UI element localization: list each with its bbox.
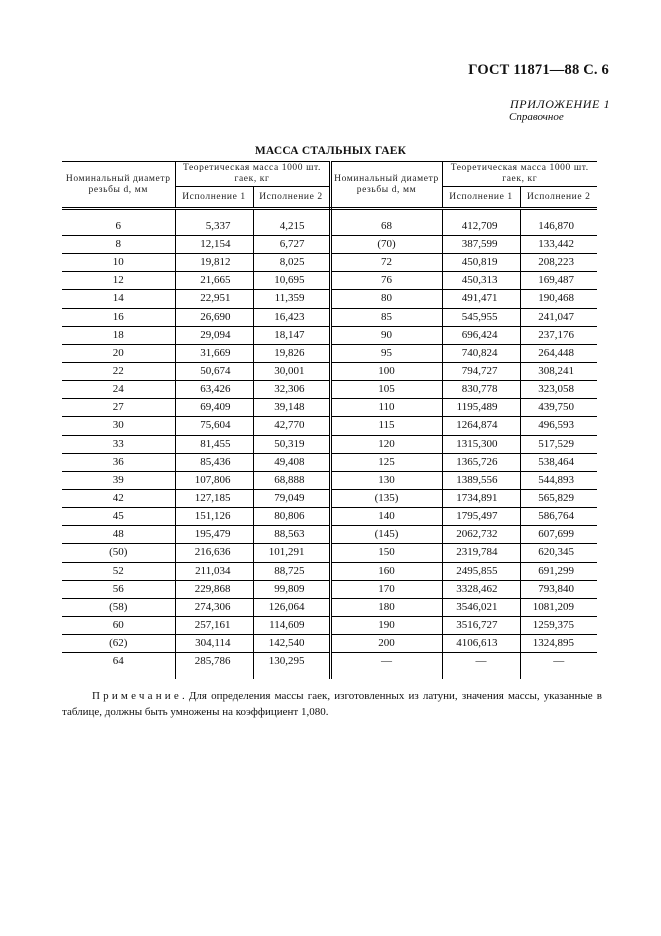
diameter-left-cell: 30 (62, 417, 175, 435)
mass-v1-left-cell: 29,094 (175, 326, 253, 344)
diameter-right-cell: 100 (330, 362, 442, 380)
mass-v2-left-cell: 101,291 (253, 544, 330, 562)
mass-v1-left-cell: 229,868 (175, 580, 253, 598)
diameter-left-cell: 33 (62, 435, 175, 453)
table-row (62, 435, 597, 453)
mass-v2-left-cell: 18,147 (253, 326, 330, 344)
diameter-right-cell: 80 (330, 290, 442, 308)
table-row (62, 544, 597, 562)
mass-v1-left-cell: 195,479 (175, 526, 253, 544)
mass-v2-right-cell: 496,593 (520, 417, 597, 435)
table-row (62, 290, 597, 308)
table-row (62, 218, 597, 236)
mass-v2-left-cell: 11,359 (253, 290, 330, 308)
mass-v2-left-cell: 32,306 (253, 381, 330, 399)
diameter-left-cell: 6 (115, 220, 121, 232)
mass-v2-left-cell: 19,826 (253, 344, 330, 362)
table-row (62, 616, 597, 634)
mass-v1-right-cell: 696,424 (442, 326, 520, 344)
diameter-left-cell: 20 (62, 344, 175, 362)
mass-v2-right-cell: 323,058 (520, 381, 597, 399)
diameter-right-cell: 140 (330, 508, 442, 526)
mass-v2-right-cell: 517,529 (520, 435, 597, 453)
mass-v2-right-cell: 793,840 (520, 580, 597, 598)
diameter-left-cell: 12 (62, 272, 175, 290)
mass-v1-right-cell: 412,709 (442, 218, 520, 236)
table-row (62, 562, 597, 580)
mass-v2-left-cell: 10,695 (253, 272, 330, 290)
table-row (62, 453, 597, 471)
diameter-left-cell: (50) (62, 544, 175, 562)
diameter-right-cell: (135) (330, 489, 442, 507)
diameter-right-cell: 200 (330, 635, 442, 653)
mass-v2-right-cell: 1324,895 (520, 635, 597, 653)
diameter-left-cell: 36 (62, 453, 175, 471)
mass-v2-left-cell: 80,806 (253, 508, 330, 526)
mass-v1-right-cell: 491,471 (442, 290, 520, 308)
mass-v2-right-cell: 146,870 (520, 218, 597, 236)
diameter-right-cell: 72 (330, 254, 442, 272)
diameter-left-cell: 22 (62, 362, 175, 380)
diameter-right-cell: 95 (330, 344, 442, 362)
table-row (62, 344, 597, 362)
diameter-left-cell: 10 (62, 254, 175, 272)
mass-v1-left-cell: 216,636 (175, 544, 253, 562)
diameter-left-cell: 45 (62, 508, 175, 526)
mass-v1-right-cell: 450,313 (442, 272, 520, 290)
mass-v2-left-cell: 30,001 (253, 362, 330, 380)
mass-v2-right-cell: — (520, 653, 597, 680)
diameter-left-cell: 14 (62, 290, 175, 308)
diameter-left-cell: 64 (62, 653, 175, 680)
mass-v1-right-cell: 3546,021 (442, 598, 520, 616)
header-mass-group-left: Теоретическая масса 1000 шт. гаек, кг (175, 162, 330, 187)
mass-v1-right-cell: 1795,497 (442, 508, 520, 526)
mass-v1-left-cell: 81,455 (175, 435, 253, 453)
mass-v2-left-cell: 42,770 (253, 417, 330, 435)
diameter-left-cell: 16 (62, 308, 175, 326)
diameter-right-cell: 76 (330, 272, 442, 290)
diameter-left-cell: 48 (62, 526, 175, 544)
mass-v1-left-cell: 85,436 (175, 453, 253, 471)
diameter-left-cell: 39 (62, 471, 175, 489)
mass-v2-left-cell: 8,025 (253, 254, 330, 272)
header-diameter-right: Номинальный диаметр резьбы d, мм (330, 162, 442, 209)
mass-v1-left-cell: 285,786 (175, 653, 253, 680)
mass-v2-left-cell: 4,215 (253, 218, 330, 236)
appendix-type: Справочное (509, 111, 564, 123)
header-diameter-left: Номинальный диаметр резьбы d, мм (62, 162, 175, 209)
mass-v2-right-cell: 169,487 (520, 272, 597, 290)
mass-v2-left-cell: 99,809 (253, 580, 330, 598)
diameter-right-cell: (70) (330, 236, 442, 254)
diameter-right-cell: 180 (330, 598, 442, 616)
mass-v1-left-cell: 19,812 (175, 254, 253, 272)
table-row (62, 635, 597, 653)
diameter-right-cell: 190 (330, 616, 442, 634)
mass-v2-right-cell: 538,464 (520, 453, 597, 471)
mass-v1-left-cell: 50,674 (175, 362, 253, 380)
diameter-right-cell: 150 (330, 544, 442, 562)
diameter-right-cell: 125 (330, 453, 442, 471)
mass-v1-left-cell: 274,306 (175, 598, 253, 616)
mass-v1-right-cell: 1734,891 (442, 489, 520, 507)
table-title: МАССА СТАЛЬНЫХ ГАЕК (254, 145, 407, 157)
diameter-left-cell: 24 (62, 381, 175, 399)
mass-v2-right-cell: 241,047 (520, 308, 597, 326)
steel-nut-mass-table (62, 161, 597, 679)
diameter-right-cell: 160 (330, 562, 442, 580)
mass-v2-right-cell: 439,750 (520, 399, 597, 417)
diameter-right-cell: — (330, 653, 442, 680)
table-row (62, 508, 597, 526)
mass-v1-right-cell: 450,819 (442, 254, 520, 272)
mass-v1-right-cell: 2062,732 (442, 526, 520, 544)
mass-v2-right-cell: 190,468 (520, 290, 597, 308)
diameter-left-cell: 18 (62, 326, 175, 344)
mass-v2-left-cell: 88,725 (253, 562, 330, 580)
mass-v1-right-cell: 830,778 (442, 381, 520, 399)
mass-v1-left-cell: 22,951 (175, 290, 253, 308)
mass-v1-left-cell: 107,806 (175, 471, 253, 489)
table-row (62, 598, 597, 616)
mass-v2-left-cell: 49,408 (253, 453, 330, 471)
mass-v1-left-cell: 63,426 (175, 381, 253, 399)
mass-v2-right-cell: 607,699 (520, 526, 597, 544)
diameter-right-cell: 130 (330, 471, 442, 489)
table-row (62, 399, 597, 417)
mass-v1-right-cell: 2319,784 (442, 544, 520, 562)
mass-v2-right-cell: 264,448 (520, 344, 597, 362)
mass-v1-left-cell: 26,690 (175, 308, 253, 326)
diameter-right-cell: 115 (330, 417, 442, 435)
mass-v2-right-cell: 133,442 (520, 236, 597, 254)
mass-v2-right-cell: 237,176 (520, 326, 597, 344)
mass-v2-left-cell: 39,148 (253, 399, 330, 417)
table-row (62, 236, 597, 254)
mass-v2-right-cell: 1259,375 (520, 616, 597, 634)
header-variant-1-left: Исполнение 1 (175, 187, 253, 209)
mass-v2-left-cell: 79,049 (253, 489, 330, 507)
mass-v2-left-cell: 16,423 (253, 308, 330, 326)
mass-v1-left-cell: 21,665 (175, 272, 253, 290)
mass-v1-left-cell: 69,409 (175, 399, 253, 417)
diameter-right-cell: 120 (330, 435, 442, 453)
mass-v1-left-cell: 12,154 (175, 236, 253, 254)
mass-v1-left-cell: 211,034 (175, 562, 253, 580)
diameter-left-cell: 42 (62, 489, 175, 507)
table-note (62, 689, 602, 720)
diameter-left-cell: 60 (62, 616, 175, 634)
mass-v1-right-cell: 1389,556 (442, 471, 520, 489)
note-text: . Для определения массы гаек, изготовленных из латуни, значения массы, указанные в таблице, должны быть умножены на коэффициент 1,080. (62, 690, 602, 718)
mass-v2-right-cell: 586,764 (520, 508, 597, 526)
diameter-right-cell: 110 (330, 399, 442, 417)
diameter-left-cell: (62) (62, 635, 175, 653)
diameter-left-cell: 52 (62, 562, 175, 580)
mass-v2-left-cell: 68,888 (253, 471, 330, 489)
mass-v1-right-cell: 3516,727 (442, 616, 520, 634)
mass-v2-left-cell: 6,727 (253, 236, 330, 254)
note-label: Примечание (92, 690, 182, 702)
mass-v1-right-cell: 1365,726 (442, 453, 520, 471)
mass-v1-right-cell: 1195,489 (442, 399, 520, 417)
mass-v2-left-cell: 142,540 (253, 635, 330, 653)
header-variant-2-left: Исполнение 2 (253, 187, 330, 209)
mass-v2-right-cell: 691,299 (520, 562, 597, 580)
mass-v2-right-cell: 620,345 (520, 544, 597, 562)
table-row (62, 471, 597, 489)
mass-v1-left-cell: 75,604 (175, 417, 253, 435)
mass-v1-right-cell: 794,727 (442, 362, 520, 380)
diameter-left-cell: (58) (62, 598, 175, 616)
mass-v1-left-cell: 127,185 (175, 489, 253, 507)
mass-v2-right-cell: 544,893 (520, 471, 597, 489)
diameter-right-cell: 170 (330, 580, 442, 598)
table-row (62, 326, 597, 344)
table-row (62, 489, 597, 507)
mass-v1-right-cell: 4106,613 (442, 635, 520, 653)
mass-v1-right-cell: 1315,300 (442, 435, 520, 453)
diameter-left-cell: 8 (62, 236, 175, 254)
table-row (62, 417, 597, 435)
mass-v2-right-cell: 565,829 (520, 489, 597, 507)
mass-v2-left-cell: 114,609 (253, 616, 330, 634)
mass-v1-left-cell: 5,337 (175, 218, 253, 236)
mass-v2-left-cell: 130,295 (253, 653, 330, 680)
mass-v1-right-cell: 2495,855 (442, 562, 520, 580)
table-row (62, 580, 597, 598)
mass-v1-left-cell: 151,126 (175, 508, 253, 526)
diameter-right-cell: 90 (330, 326, 442, 344)
mass-v2-right-cell: 208,223 (520, 254, 597, 272)
header-mass-group-right: Теоретическая масса 1000 шт. гаек, кг (442, 162, 597, 187)
diameter-right-cell: 105 (330, 381, 442, 399)
mass-v1-right-cell: 3328,462 (442, 580, 520, 598)
table-row (62, 254, 597, 272)
mass-v2-left-cell: 88,563 (253, 526, 330, 544)
table-row (62, 308, 597, 326)
mass-v2-left-cell: 126,064 (253, 598, 330, 616)
diameter-left-cell: 27 (62, 399, 175, 417)
mass-v2-left-cell: 50,319 (253, 435, 330, 453)
table-body (62, 209, 597, 680)
table-row (62, 272, 597, 290)
table-row (62, 653, 597, 680)
mass-v1-right-cell: 387,599 (442, 236, 520, 254)
diameter-right-cell: (145) (330, 526, 442, 544)
mass-v1-right-cell: 1264,874 (442, 417, 520, 435)
diameter-left-cell: 56 (62, 580, 175, 598)
diameter-right-cell: 68 (330, 218, 442, 236)
spacer-row (62, 209, 597, 219)
standard-number: ГОСТ 11871—88 С. 6 (468, 62, 609, 78)
table-row (62, 381, 597, 399)
header-variant-2-right: Исполнение 2 (520, 187, 597, 209)
mass-v1-left-cell: 257,161 (175, 616, 253, 634)
mass-v1-right-cell: 740,824 (442, 344, 520, 362)
mass-v1-left-cell: 31,669 (175, 344, 253, 362)
table-row (62, 526, 597, 544)
mass-v1-right-cell: — (442, 653, 520, 680)
mass-v2-right-cell: 1081,209 (520, 598, 597, 616)
diameter-right-cell: 85 (330, 308, 442, 326)
mass-v2-right-cell: 308,241 (520, 362, 597, 380)
appendix-label: ПРИЛОЖЕНИЕ 1 (510, 97, 611, 111)
mass-v1-left-cell: 304,114 (175, 635, 253, 653)
mass-v1-right-cell: 545,955 (442, 308, 520, 326)
header-variant-1-right: Исполнение 1 (442, 187, 520, 209)
table-row (62, 362, 597, 380)
